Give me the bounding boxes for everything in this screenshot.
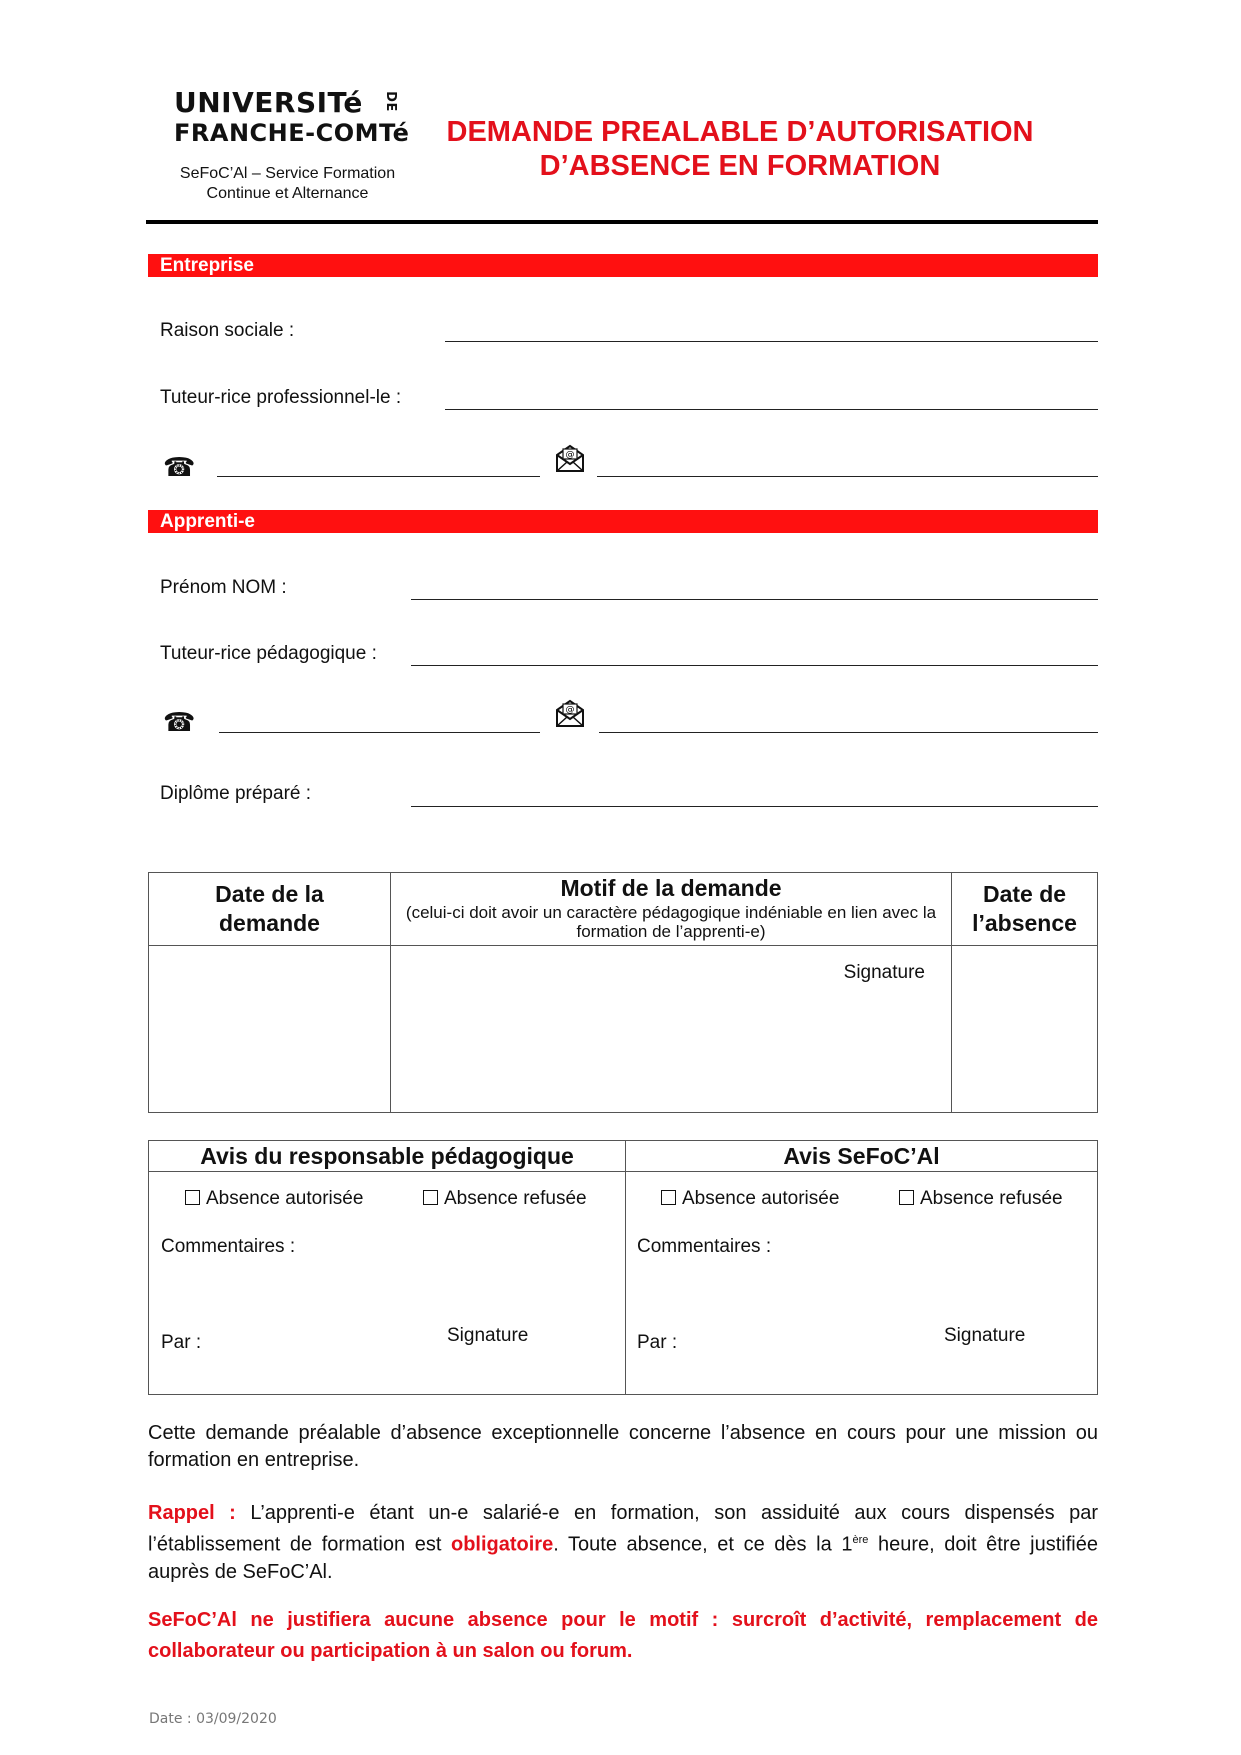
checkbox-icon[interactable] xyxy=(423,1190,438,1205)
avis-responsable-body xyxy=(149,1172,626,1395)
responsable-signature-label: Signature xyxy=(447,1325,529,1346)
diplome-label: Diplôme préparé : xyxy=(160,783,312,804)
rappel-text1: L’apprenti-e étant un-e salarié-e en formation, son assiduité aux cours dispensés par l’établissement de formation est xyxy=(148,1502,1098,1556)
raison-sociale-label: Raison sociale : xyxy=(160,320,295,341)
responsable-par-label: Par : xyxy=(161,1332,202,1353)
checkbox-icon[interactable] xyxy=(899,1190,914,1205)
sefocal-par-label: Par : xyxy=(637,1332,678,1353)
rappel-text3: heure, doit être justifiée auprès de SeFoC’Al. xyxy=(148,1533,1098,1583)
tuteur-pro-label: Tuteur-rice professionnel-le : xyxy=(160,387,402,408)
apprenti-phone-field[interactable] xyxy=(219,732,540,733)
tuteur-peda-label: Tuteur-rice pédagogique : xyxy=(160,643,377,664)
entreprise-email-field[interactable] xyxy=(597,476,1098,477)
phone-icon: ☎ xyxy=(163,707,196,737)
date-demande-cell[interactable] xyxy=(149,946,391,1113)
title-line1: DEMANDE PREALABLE D’AUTORISATION xyxy=(446,116,1034,148)
diplome-field[interactable] xyxy=(411,806,1098,807)
document-title xyxy=(430,115,1050,183)
prenom-nom-label: Prénom NOM : xyxy=(160,577,287,598)
rappel-paragraph xyxy=(148,1500,1098,1586)
avis-sefocal-header: Avis SeFoC’Al xyxy=(626,1141,1098,1172)
svg-text:@: @ xyxy=(565,705,575,715)
checkbox-icon[interactable] xyxy=(185,1190,200,1205)
rappel-text2: . Toute absence, et ce dès la 1 xyxy=(553,1533,853,1556)
date-absence-header: Date de l’absence xyxy=(952,873,1098,946)
logo-de: DE xyxy=(382,91,398,112)
email-icon xyxy=(555,443,585,473)
logo-line2: FRANCHE-COMTé xyxy=(174,119,410,147)
checkbox-icon[interactable] xyxy=(661,1190,676,1205)
avis-table xyxy=(148,1140,1098,1395)
service-line1: SeFoC’Al – Service Formation xyxy=(179,165,396,182)
service-name xyxy=(150,164,425,204)
title-line2: D’ABSENCE EN FORMATION xyxy=(539,150,941,182)
sefocal-signature-label: Signature xyxy=(944,1325,1026,1346)
svg-text:@: @ xyxy=(565,450,575,460)
phone-icon: ☎ xyxy=(163,452,196,482)
logo-line1: UNIVERSITé xyxy=(174,86,363,119)
motif-cell[interactable] xyxy=(391,946,952,1113)
sefocal-autorisee-option[interactable]: Absence autorisée xyxy=(661,1188,839,1210)
motif-signature-label: Signature xyxy=(843,962,925,983)
tuteur-peda-field[interactable] xyxy=(411,665,1098,666)
responsable-autorisee-option[interactable]: Absence autorisée xyxy=(185,1188,363,1210)
prenom-nom-field[interactable] xyxy=(411,599,1098,600)
obligatoire-text: obligatoire xyxy=(450,1533,554,1556)
warning-paragraph: SeFoC’Al ne justifiera aucune absence pour le motif : surcroît d’activité, remplacement de collaborateur ou participation à un salon ou forum. xyxy=(148,1609,1098,1662)
apprenti-email-field[interactable] xyxy=(599,732,1098,733)
intro-paragraph: Cette demande préalable d’absence exceptionnelle concerne l’absence en cours pour une mission ou formation en entreprise. xyxy=(148,1422,1098,1471)
university-logo xyxy=(172,86,412,156)
motif-header xyxy=(391,873,952,946)
raison-sociale-field[interactable] xyxy=(445,341,1098,342)
sefocal-commentaires-label: Commentaires : xyxy=(637,1236,772,1257)
avis-sefocal-body xyxy=(626,1172,1098,1395)
footer-date: Date : 03/09/2020 xyxy=(149,1711,277,1727)
motif-subtitle: (celui-ci doit avoir un caractère pédagogique indéniable en lien avec la formation de l’apprenti-e) xyxy=(405,903,937,941)
avis-responsable-header: Avis du responsable pédagogique xyxy=(149,1141,626,1172)
demande-table xyxy=(148,872,1098,1113)
header-rule xyxy=(146,220,1098,224)
responsable-refusee-option[interactable]: Absence refusée xyxy=(423,1188,587,1210)
tuteur-pro-field[interactable] xyxy=(445,409,1098,410)
service-line2: Continue et Alternance xyxy=(206,185,369,202)
section-apprenti: Apprenti-e xyxy=(148,510,1098,533)
motif-title: Motif de la demande xyxy=(560,875,782,901)
entreprise-phone-field[interactable] xyxy=(217,476,540,477)
email-icon xyxy=(555,698,585,728)
date-demande-header: Date de la demande xyxy=(149,873,391,946)
section-entreprise: Entreprise xyxy=(148,254,1098,277)
rappel-sup: ère xyxy=(852,1534,869,1546)
date-absence-cell[interactable] xyxy=(952,946,1098,1113)
rappel-label: Rappel : xyxy=(148,1502,236,1524)
responsable-commentaires-label: Commentaires : xyxy=(161,1236,296,1257)
sefocal-refusee-option[interactable]: Absence refusée xyxy=(899,1188,1063,1210)
